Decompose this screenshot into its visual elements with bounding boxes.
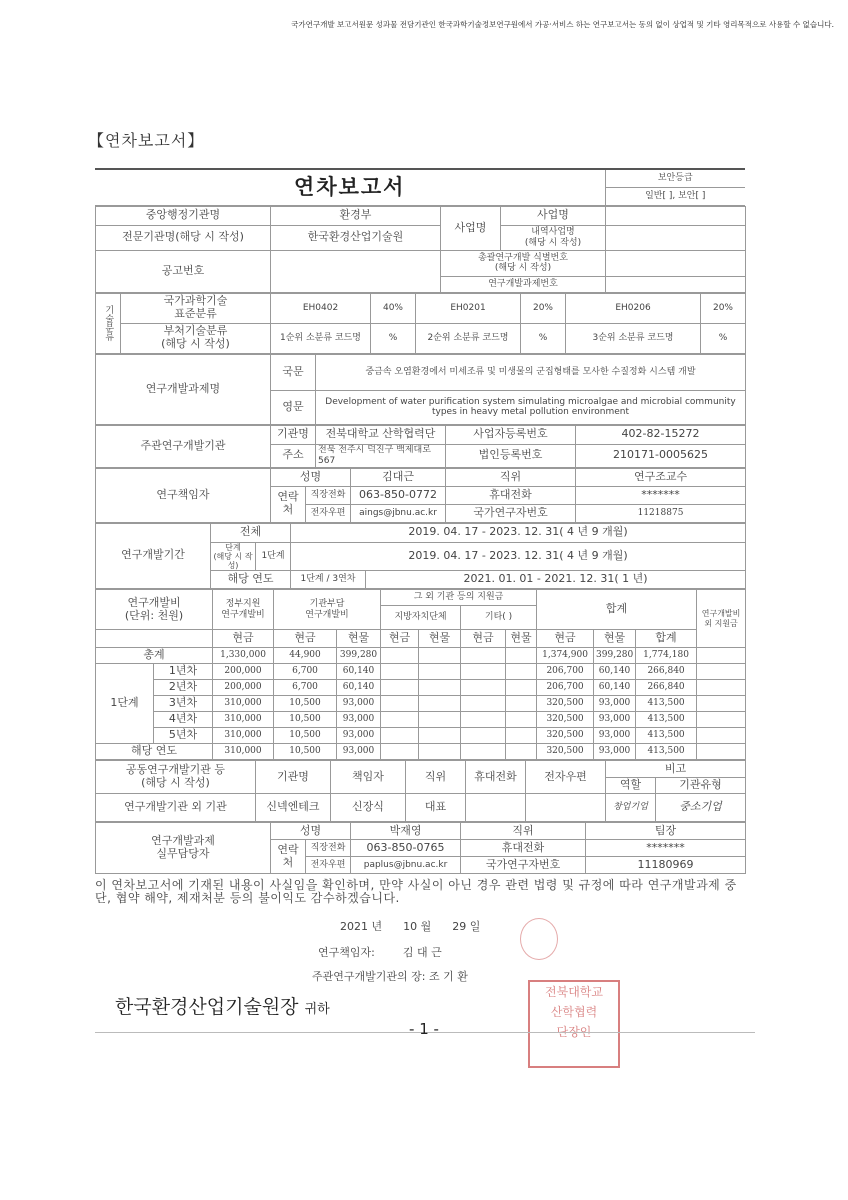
joint-email [526, 794, 606, 822]
budget-row [96, 744, 746, 760]
extra-fund-cell [697, 712, 746, 728]
program-label: 사업명 [441, 206, 501, 250]
biz-reg-label: 사업자등록번호 [446, 425, 576, 444]
kind-header: 현물 [337, 630, 381, 648]
extra-fund-header: 연구개발비 외 지원금 [697, 590, 746, 648]
form-title: 연차보고서 [95, 169, 605, 205]
extra-fund-cell [697, 664, 746, 680]
inst-kind: 399,280 [337, 648, 381, 664]
budget-table [95, 589, 746, 760]
other-fund-cell [506, 728, 537, 744]
extra-fund-cell [697, 696, 746, 712]
basic-info-table [95, 206, 746, 293]
other-fund-cell [461, 664, 506, 680]
inst-kind: 60,140 [337, 680, 381, 696]
other-fund-cell [506, 712, 537, 728]
budget-row [96, 712, 746, 728]
host-org-table [95, 425, 746, 468]
ministry-value: 환경부 [271, 206, 441, 225]
kor-label: 국문 [271, 354, 316, 390]
budget-stage-label: 1단계 [96, 664, 154, 744]
eng-label: 영문 [271, 390, 316, 424]
staff-name: 박재영 [351, 823, 461, 840]
budget-row [96, 648, 746, 664]
sum-cash: 1,374,900 [537, 648, 594, 664]
other-fund-cell [419, 728, 461, 744]
head-label: 주관연구개발기관의 장: [312, 970, 426, 983]
address-label: 주소 [271, 444, 316, 467]
other-fund-cell [506, 744, 537, 760]
staff-mobile: ******* [586, 840, 746, 857]
cash-header: 현금 [537, 630, 594, 648]
gov-cash: 310,000 [213, 696, 274, 712]
sum-total: 1,774,180 [636, 648, 697, 664]
staff-mobile-label: 휴대전화 [461, 840, 586, 857]
other-fund-cell [461, 728, 506, 744]
pi-mobile-label: 휴대전화 [446, 486, 576, 504]
joint-head: 신장식 [331, 794, 406, 822]
sum-kind: 60,140 [594, 664, 636, 680]
budget-row-label: 5년차 [154, 728, 213, 744]
nst-code-3: EH0206 [566, 293, 701, 323]
joint-org-table [95, 760, 746, 822]
total-header: 합계 [636, 630, 697, 648]
page-number: - 1 - [409, 1020, 439, 1038]
year-period: 2021. 01. 01 - 2021. 12. 31( 1 년) [366, 571, 746, 589]
nst-pct-2: 20% [521, 293, 566, 323]
staff-position-label: 직위 [461, 823, 586, 840]
date-month: 10 월 [403, 920, 432, 933]
pi-mobile: ******* [576, 486, 746, 504]
signer-line [318, 944, 442, 960]
project-no-label: 연구개발과제번호 [441, 276, 606, 292]
inst-cash: 44,900 [274, 648, 337, 664]
sum-cash: 320,500 [537, 744, 594, 760]
gov-cash: 310,000 [213, 712, 274, 728]
staff-phone-label: 직장전화 [306, 840, 351, 857]
other-fund-cell [461, 696, 506, 712]
other-fund-cell [381, 680, 419, 696]
confirmation-text: 이 연차보고서에 기재된 내용이 사실임을 확인하며, 만약 사실이 아닌 경우 관련 법령 및 규정에 따라 연구개발과제 중단, 협약 해약, 제재처분 등의 불이익도 감수하겠습니다. [95, 878, 737, 906]
nst-pct-1: 40% [371, 293, 416, 323]
local-gov-header: 지방자치단체 [381, 606, 461, 630]
tech-class-label: 기술분류 [96, 293, 121, 353]
sum-kind: 60,140 [594, 680, 636, 696]
cash-header: 현금 [213, 630, 274, 648]
year-label: 해당 연도 [211, 571, 291, 589]
pi-email: aings@jbnu.ac.kr [351, 504, 446, 522]
pi-researcher-no-label: 국가연구자번호 [446, 504, 576, 522]
budget-row-label: 3년차 [154, 696, 213, 712]
sum-cash: 320,500 [537, 712, 594, 728]
pi-phone-label: 직장전화 [306, 486, 351, 504]
pi-researcher-no: 11218875 [576, 504, 746, 522]
cash-header: 현금 [461, 630, 506, 648]
joint-role: 창업기업 [606, 794, 656, 822]
extra-fund-cell [697, 728, 746, 744]
sum-total: 413,500 [636, 744, 697, 760]
inst-kind: 93,000 [337, 728, 381, 744]
inst-kind: 93,000 [337, 712, 381, 728]
pi-position: 연구조교수 [576, 468, 746, 486]
budget-row [96, 664, 746, 680]
period-table [95, 523, 746, 590]
joint-type-header: 기관유형 [656, 778, 746, 794]
program-name-label: 사업명 [501, 206, 606, 225]
biz-reg: 402-82-15272 [576, 425, 746, 444]
inst-cash: 10,500 [274, 696, 337, 712]
report-form [95, 168, 745, 905]
staff-table [95, 822, 746, 874]
ministry-label: 중앙행정기관명 [96, 206, 271, 225]
staff-researcher-no-label: 국가연구자번호 [461, 857, 586, 874]
budget-row-label: 2년차 [154, 680, 213, 696]
pi-phone: 063-850-0772 [351, 486, 446, 504]
staff-name-label: 성명 [271, 823, 351, 840]
budget-label: 연구개발비 (단위: 천원) [96, 590, 213, 630]
pi-position-label: 직위 [446, 468, 576, 486]
extra-fund-cell [697, 648, 746, 664]
staff-position: 팀장 [586, 823, 746, 840]
other-fund-cell [381, 648, 419, 664]
pi-name: 김대근 [351, 468, 446, 486]
date-year: 2021 년 [340, 920, 383, 933]
recipient-line [115, 992, 330, 1019]
gov-cash: 1,330,000 [213, 648, 274, 664]
mc-pct-3: % [701, 323, 746, 353]
inst-cash: 10,500 [274, 728, 337, 744]
security-label: 보안등급 [605, 169, 745, 187]
joint-type: 중소기업 [656, 794, 746, 822]
date-day: 29 일 [452, 920, 481, 933]
host-label: 주관연구개발기관 [96, 425, 271, 467]
stage1-period: 2019. 04. 17 - 2023. 12. 31( 4 년 9 개월) [291, 542, 746, 571]
etc-header: 기타( ) [461, 606, 537, 630]
cash-header: 현금 [274, 630, 337, 648]
pi-contact-label: 연락처 [271, 486, 306, 522]
gov-cash: 200,000 [213, 680, 274, 696]
joint-email-header: 전자우편 [526, 761, 606, 794]
other-fund-cell [381, 728, 419, 744]
kor-title: 중금속 오염환경에서 미세조류 및 미생물의 군집형태를 모사한 수질정화 시스템 개발 [316, 354, 746, 390]
sum-kind: 93,000 [594, 696, 636, 712]
budget-row [96, 696, 746, 712]
other-fund-cell [506, 648, 537, 664]
copyright-notice: 국가연구개발 보고서원문 성과물 전담기관인 한국과학기술정보연구원에서 가공·서비스 하는 연구보고서는 동의 없이 상업적 및 기타 영리목적으로 사용할 수 없습니다. [291, 20, 834, 29]
sum-kind: 93,000 [594, 728, 636, 744]
sum-cash: 206,700 [537, 664, 594, 680]
notice-no-label: 공고번호 [96, 250, 271, 292]
sum-total: 266,840 [636, 664, 697, 680]
project-title-label: 연구개발과제명 [96, 354, 271, 424]
sum-kind: 399,280 [594, 648, 636, 664]
nst-pct-3: 20% [701, 293, 746, 323]
sum-total: 413,500 [636, 696, 697, 712]
eng-title: Development of water purification system simulating microalgae and microbial community types in heavy metal pollution environment [316, 390, 746, 424]
sum-total: 266,840 [636, 680, 697, 696]
other-fund-cell [381, 712, 419, 728]
joint-note-header: 비고 [606, 761, 746, 778]
staff-label: 연구개발과제 실무담당자 [96, 823, 271, 874]
tech-classification-table [95, 293, 746, 354]
program-name-value [606, 206, 746, 225]
joint-row-label: 연구개발기관 외 기관 [96, 794, 256, 822]
kind-header: 현물 [594, 630, 636, 648]
other-fund-cell [419, 664, 461, 680]
recipient-suffix: 귀하 [304, 1002, 330, 1017]
budget-row-label: 1년차 [154, 664, 213, 680]
other-fund-cell [381, 696, 419, 712]
year-stage: 1단계 / 3연차 [291, 571, 366, 589]
stage1-label: 1단계 [256, 542, 291, 571]
corp-reg-label: 법인등록번호 [446, 444, 576, 467]
recipient: 한국환경산업기술원장 [115, 996, 299, 1018]
project-no-value [606, 276, 746, 292]
inst-kind: 93,000 [337, 744, 381, 760]
mc-pct-1: % [371, 323, 416, 353]
sum-header: 합계 [537, 590, 697, 630]
signer-label: 연구책임자: [318, 946, 375, 959]
gov-cash: 310,000 [213, 744, 274, 760]
other-fund-cell [506, 696, 537, 712]
org-name-label: 기관명 [271, 425, 316, 444]
other-fund-cell [461, 744, 506, 760]
pi-email-label: 전자우편 [306, 504, 351, 522]
org-name: 전북대학교 산학협력단 [316, 425, 446, 444]
other-fund-cell [419, 680, 461, 696]
date-line [340, 918, 480, 934]
head-line [312, 968, 468, 984]
joint-position-header: 직위 [406, 761, 466, 794]
total-period-label: 전체 [211, 523, 291, 542]
agency-value: 한국환경산업기술원 [271, 225, 441, 250]
stage-label: 단계 (해당 시 작성) [211, 542, 256, 571]
kind-header: 현물 [506, 630, 537, 648]
mc-pct-2: % [521, 323, 566, 353]
cash-header: 현금 [381, 630, 419, 648]
sum-cash: 320,500 [537, 728, 594, 744]
sub-program-label: 내역사업명 (해당 시 작성) [501, 225, 606, 250]
signature-mark [520, 918, 558, 960]
nst-code-1: EH0402 [271, 293, 371, 323]
other-fund-cell [419, 696, 461, 712]
other-fund-cell [461, 648, 506, 664]
extra-fund-cell [697, 744, 746, 760]
gov-cash: 310,000 [213, 728, 274, 744]
mc-code-3: 3순위 소분류 코드명 [566, 323, 701, 353]
staff-phone: 063-850-0765 [351, 840, 461, 857]
inst-cash: 6,700 [274, 664, 337, 680]
joint-mobile-header: 휴대전화 [466, 761, 526, 794]
other-fund-cell [506, 664, 537, 680]
gov-cash: 200,000 [213, 664, 274, 680]
ministry-class-label: 부처기술분류 (해당 시 작성) [121, 323, 271, 353]
total-period: 2019. 04. 17 - 2023. 12. 31( 4 년 9 개월) [291, 523, 746, 542]
official-seal-stamp: 전북대학교 산학협력 단장인 [528, 980, 620, 1068]
sum-cash: 320,500 [537, 696, 594, 712]
joint-org-header: 기관명 [256, 761, 331, 794]
joint-label: 공동연구개발기관 등 (해당 시 작성) [96, 761, 256, 794]
mc-code-1: 1순위 소분류 코드명 [271, 323, 371, 353]
sum-total: 413,500 [636, 728, 697, 744]
security-value: 일반[ ], 보안[ ] [605, 187, 745, 205]
document-label: 【연차보고서】 [88, 131, 205, 150]
inst-cash: 10,500 [274, 712, 337, 728]
other-fund-cell [419, 648, 461, 664]
inst-fund-header: 기관부담 연구개발비 [274, 590, 381, 630]
other-fund-header: 그 외 기관 등의 지원금 [381, 590, 537, 606]
pi-label: 연구책임자 [96, 468, 271, 522]
joint-mobile [466, 794, 526, 822]
budget-row-label: 4년차 [154, 712, 213, 728]
nst-code-2: EH0201 [416, 293, 521, 323]
other-fund-cell [419, 712, 461, 728]
budget-label-spacer [96, 630, 213, 648]
corp-reg: 210171-0005625 [576, 444, 746, 467]
project-title-table [95, 354, 746, 425]
pi-name-label: 성명 [271, 468, 351, 486]
kind-header: 현물 [419, 630, 461, 648]
budget-row-label: 해당 연도 [96, 744, 213, 760]
joint-org: 신넥엔테크 [256, 794, 331, 822]
staff-email: paplus@jbnu.ac.kr [351, 857, 461, 874]
other-fund-cell [506, 680, 537, 696]
overall-id-label: 총괄연구개발 식별번호 (해당 시 작성) [441, 250, 606, 276]
signer-name: 김 대 근 [402, 946, 442, 959]
address: 전북 전주시 덕진구 백제대로 567 [316, 444, 446, 467]
mc-code-2: 2순위 소분류 코드명 [416, 323, 521, 353]
notice-no-value [271, 250, 441, 292]
overall-id-value [606, 250, 746, 276]
sum-total: 413,500 [636, 712, 697, 728]
staff-contact-label: 연락처 [271, 840, 306, 874]
inst-cash: 6,700 [274, 680, 337, 696]
budget-row-label: 총계 [96, 648, 213, 664]
other-fund-cell [419, 744, 461, 760]
sum-kind: 93,000 [594, 712, 636, 728]
inst-kind: 93,000 [337, 696, 381, 712]
joint-role-header: 역할 [606, 778, 656, 794]
nst-label: 국가과학기술 표준분류 [121, 293, 271, 323]
joint-position: 대표 [406, 794, 466, 822]
period-label: 연구개발기간 [96, 523, 211, 589]
staff-researcher-no: 11180969 [586, 857, 746, 874]
head-name: 조 기 환 [428, 970, 468, 983]
other-fund-cell [461, 680, 506, 696]
header-table [95, 168, 745, 206]
sub-program-value [606, 225, 746, 250]
other-fund-cell [381, 744, 419, 760]
staff-email-label: 전자우편 [306, 857, 351, 874]
sum-kind: 93,000 [594, 744, 636, 760]
inst-cash: 10,500 [274, 744, 337, 760]
pi-table [95, 468, 746, 523]
agency-label: 전문기관명(해당 시 작성) [96, 225, 271, 250]
joint-head-header: 책임자 [331, 761, 406, 794]
budget-row [96, 680, 746, 696]
extra-fund-cell [697, 680, 746, 696]
budget-row [96, 728, 746, 744]
inst-kind: 60,140 [337, 664, 381, 680]
other-fund-cell [461, 712, 506, 728]
gov-fund-header: 정부지원 연구개발비 [213, 590, 274, 630]
sum-cash: 206,700 [537, 680, 594, 696]
other-fund-cell [381, 664, 419, 680]
